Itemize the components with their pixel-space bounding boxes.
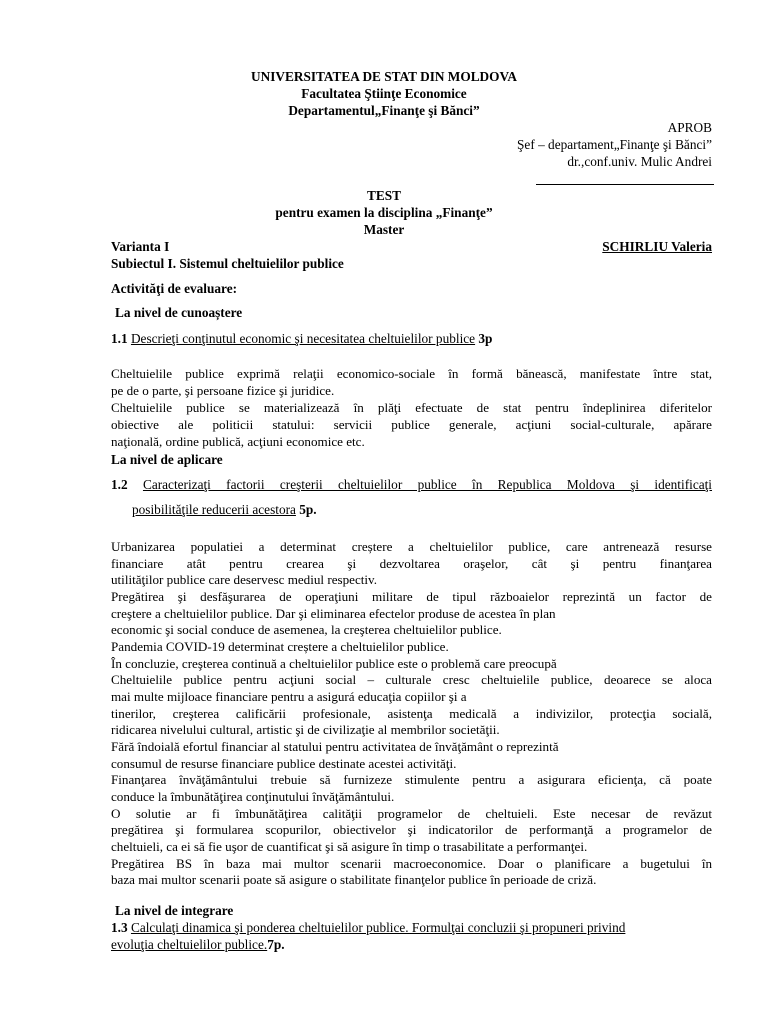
subject-title: Subiectul I. Sistemul cheltuielilor publice	[111, 256, 344, 271]
answer-line: pregătirea şi formularea scopurilor, obiectivelor şi indicatorilor de performanţă a programelor de	[111, 822, 712, 837]
answer-line: cheltuieli, ca ei să fie uşor de cuantificat şi să asigure în timp o trasabilitate a performanţei.	[111, 839, 588, 854]
question-text-cont: posibilităţile reducerii acestora	[132, 502, 296, 517]
signature-line	[536, 184, 714, 185]
question-text: Calculaţi dinamica şi ponderea cheltuielilor publice. Formulţai concluzii şi propuneri privind	[130, 920, 626, 935]
answer-line: pe de o parte, şi persoane fizice şi juridice.	[111, 383, 335, 398]
answer-line: mai multe mijloace financiare pentru a asigurá educaţia copiilor şi a	[111, 689, 467, 704]
answer-line: O solutie ar fi îmbunătăţirea calităţii programelor de cheltuieli. Este necesar de revăzut	[111, 806, 712, 821]
answer-line: naţională, ordine publică, acţiuni economice etc.	[111, 434, 365, 449]
test-level: Master	[363, 222, 405, 237]
question-text-cont: evoluţia cheltuielilor publice.	[111, 937, 268, 952]
question-text: Caracterizaţi factorii creşterii cheltuielilor publice în Republica Moldova şi identificaţi	[142, 477, 713, 492]
university-name: UNIVERSITATEA DE STAT DIN MOLDOVA	[251, 69, 517, 84]
answer-line: În concluzie, creşterea continuă a cheltuielilor publice este o problemă care preocupă	[111, 656, 557, 671]
question-1-3-line1	[111, 919, 712, 936]
answer-line: creştere a cheltuielilor publice. Dar şi eliminarea efectelor produse de acestea în plan	[111, 606, 556, 621]
variant-label: Varianta I	[111, 239, 170, 254]
question-number: 1.1	[111, 331, 128, 346]
answer-line: tinerilor, creşterea calificării profesionale, asistenţa medicală a indivizilor, protecţia socială,	[111, 706, 712, 721]
answer-line: baza mai multor scenarii poate să asigure o stabilitate finanţelor publice în perioade de criză.	[111, 872, 597, 887]
section-heading-integration: La nivel de integrare	[115, 903, 234, 918]
answer-line: obiective ale politicii statului: servicii publice generale, acţiuni social-culturale, apărare	[111, 417, 712, 432]
answer-line: Pregătirea şi desfăşurarea de operaţiuni militare de tipul războaielor reprezintă un factor de	[111, 589, 712, 604]
answer-line: economic şi social conduce de asemenea, la creşterea cheltuielilor publice.	[111, 622, 502, 637]
question-1-1	[111, 330, 492, 347]
answer-line: Finanţarea învăţământului trebuie să furnizeze stimulente pentru a asigurara eficienţa, că poate	[111, 772, 712, 787]
question-1-2-line1	[111, 476, 712, 493]
answer-line: consumul de resurse financiare publice destinate acestei activităţi.	[111, 756, 457, 771]
answer-line: Cheltuielile publice pentru acţiuni social – culturale cresc cheltuielile publice, deoarece se aloca	[111, 672, 712, 687]
question-text: Descrieţi conţinutul economic şi necesitatea cheltuielilor publice	[130, 331, 476, 346]
department-name: Departamentul„Finanţe şi Bănci”	[288, 103, 480, 118]
answer-line: Cheltuielile publice se materializează în plăţi efectuate de stat pentru îndeplinirea diferitelor	[111, 400, 712, 415]
answer-line: Pregătirea BS în baza mai multor scenarii macroeconomice. Doar o planificare a bugetului în	[111, 856, 712, 871]
answer-line: utilităţilor publice care deservesc mediul respectiv.	[111, 572, 378, 587]
answer-line: Pandemia COVID-19 determinat creștere a cheltuielilor publice.	[111, 639, 449, 654]
answer-line: Urbanizarea populatiei a determinat creștere a cheltuielilor publice, care antrenează resurse	[111, 539, 712, 554]
approval-name: dr.,conf.univ. Mulic Andrei	[567, 154, 712, 169]
question-1-2-line2	[132, 501, 317, 518]
activities-heading: Activităţi de evaluare:	[111, 281, 238, 296]
test-subtitle: pentru examen la disciplina „Finanţe”	[275, 205, 493, 220]
section-heading-application: La nivel de aplicare	[111, 452, 223, 467]
test-title: TEST	[366, 188, 401, 203]
answer-line: Fără îndoială efortul financiar al statului pentru activitatea de învăţământ o reprezintă	[111, 739, 559, 754]
question-points: 3p	[478, 331, 493, 346]
answer-line: conduce la îmbunătăţirea conţinutului învăţământului.	[111, 789, 395, 804]
question-points: 5p.	[299, 502, 317, 517]
student-name: SCHIRLIU Valeria	[602, 239, 712, 254]
question-points: 7p.	[267, 937, 285, 952]
question-number: 1.3	[111, 920, 128, 935]
approval-label: APROB	[667, 120, 712, 135]
answer-line: financiare atât pentru crearea şi dezvoltarea oraşelor, cât şi pentru finanţarea	[111, 556, 712, 571]
question-number: 1.2	[111, 477, 128, 492]
approval-position: Şef – departament„Finanţe şi Bănci”	[517, 137, 712, 152]
answer-line: ridicarea nivelului cultural, artistic şi de civilizaţie al membrilor societăţii.	[111, 722, 500, 737]
section-heading-knowledge: La nivel de cunoaștere	[115, 305, 243, 320]
faculty-name: Facultatea Ştiinţe Economice	[301, 86, 467, 101]
answer-line: Cheltuielile publice exprimă relaţii economico-sociale în formă bănească, manifestate între stat,	[111, 366, 712, 381]
question-1-3-line2	[111, 936, 285, 953]
